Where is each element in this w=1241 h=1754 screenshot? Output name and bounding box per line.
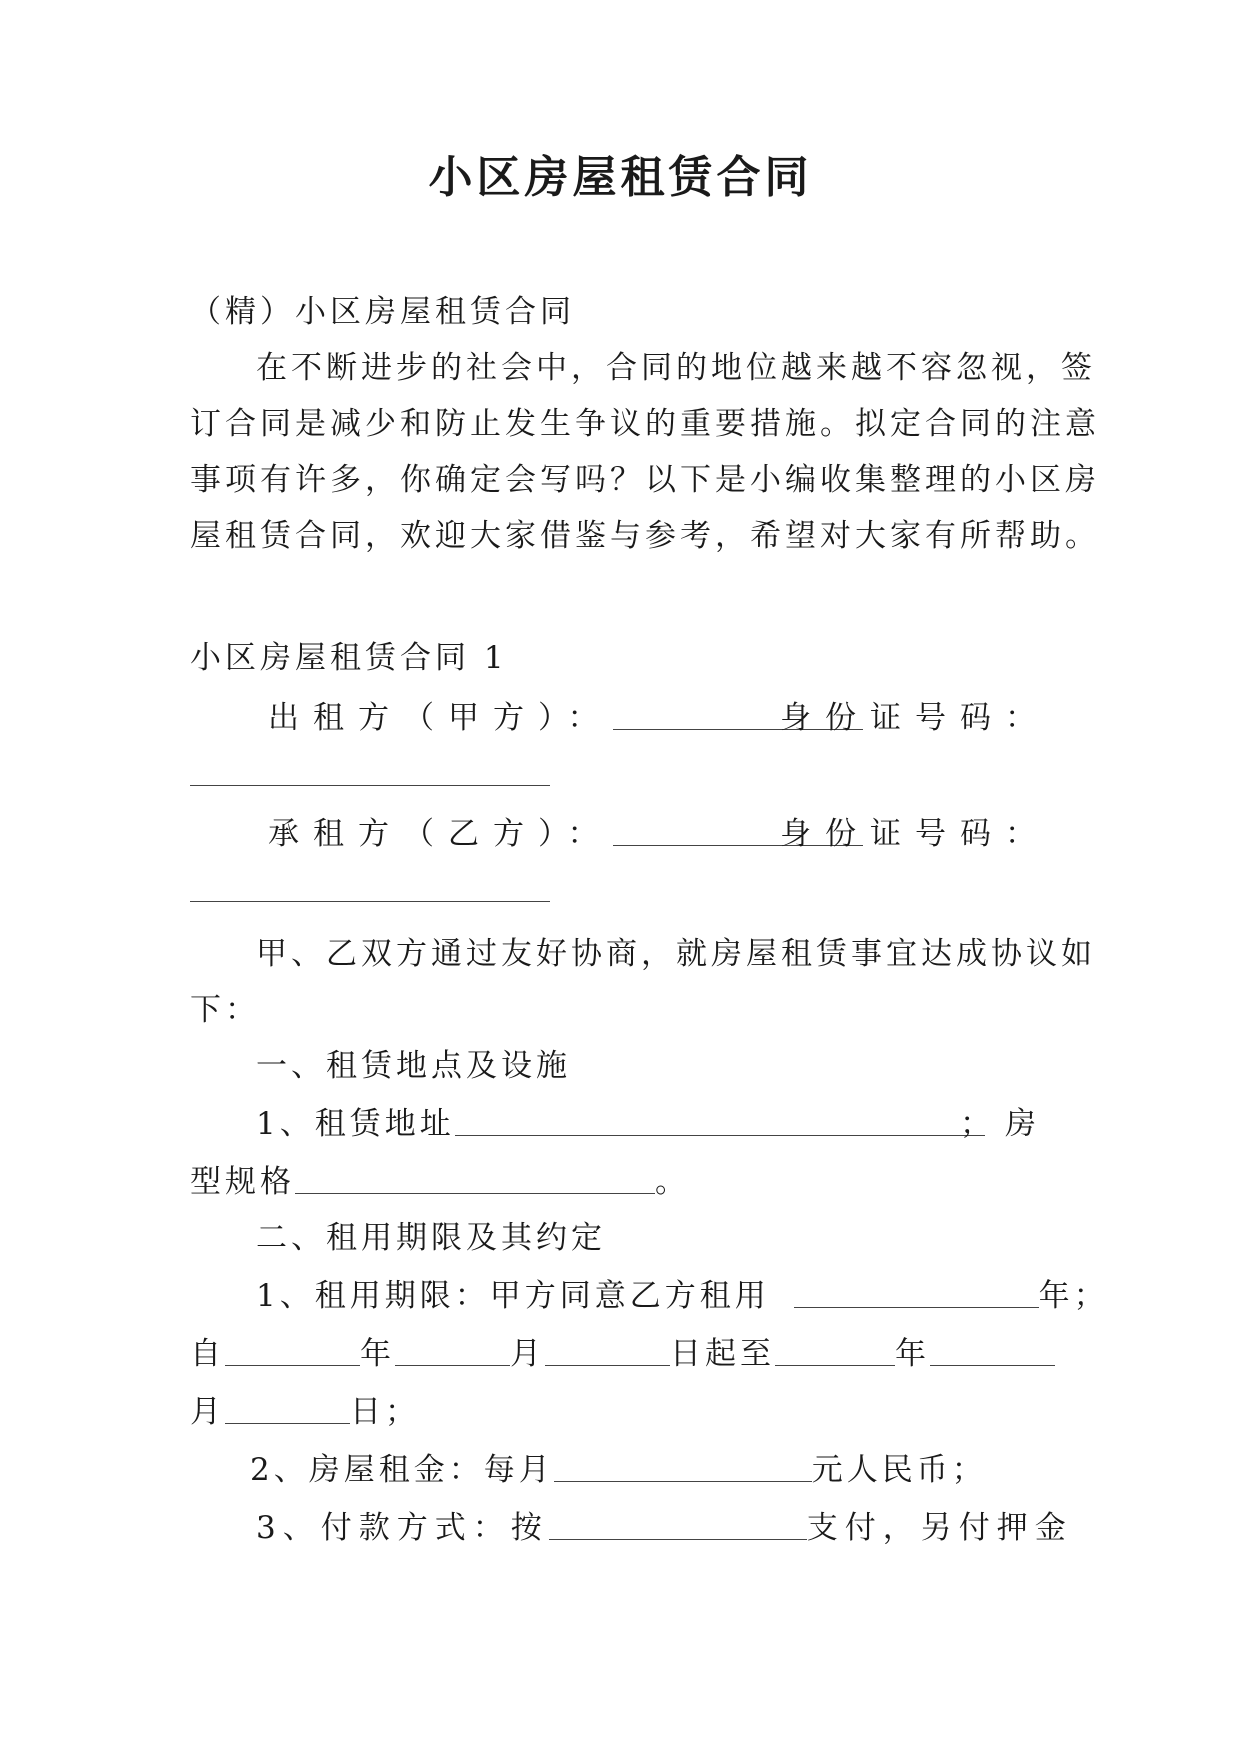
lease-years-blank bbox=[794, 1277, 1039, 1308]
s2-item-1-row bbox=[256, 1274, 1109, 1318]
s2-item-2-end: 元人民币； bbox=[811, 1452, 987, 1488]
s2-item-2-label: 2、房屋租金：每月 bbox=[250, 1452, 554, 1488]
s1-item-1-end: ；房 bbox=[960, 1106, 1050, 1142]
party-b-row bbox=[268, 812, 1050, 856]
s1-item-1-line-2 bbox=[190, 1160, 1050, 1204]
s1-item-1-label: 1、租赁地址 bbox=[256, 1106, 455, 1142]
party-a-row bbox=[268, 696, 1050, 740]
document-subtitle: （精）小区房屋租赁合同 bbox=[190, 294, 575, 330]
payment-method-blank bbox=[549, 1509, 807, 1540]
agreement-line-1: 甲、乙双方通过友好协商，就房屋租赁事宜达成协议如 bbox=[256, 936, 1096, 972]
intro-line-1: 在不断进步的社会中，合同的地位越来越不容忽视，签 bbox=[256, 350, 1096, 386]
agreement-line-2: 下： bbox=[190, 992, 260, 1028]
start-day-blank bbox=[545, 1335, 670, 1366]
s1-item-1-row bbox=[256, 1102, 1050, 1146]
party-b-id-row bbox=[190, 868, 1050, 912]
s2-item-3-end: 支付，另付押金 bbox=[806, 1510, 1073, 1546]
contract-heading: 小区房屋租赁合同 1 bbox=[190, 640, 508, 676]
rental-address-blank bbox=[455, 1105, 985, 1136]
s2-item-1-unit: 年； bbox=[1038, 1278, 1109, 1314]
document-title: 小区房屋租赁合同 bbox=[428, 152, 813, 203]
start-year-blank bbox=[225, 1335, 360, 1366]
date-day-end-label: 日； bbox=[350, 1394, 420, 1430]
party-a-id-row bbox=[190, 752, 1050, 796]
date-start-label: 日起至 bbox=[670, 1336, 775, 1372]
s1-item-1-line2-end: 。 bbox=[655, 1164, 690, 1200]
s2-item-3-label: 3、付款方式：按 bbox=[256, 1510, 549, 1546]
party-b-label: 承租方（乙方）： bbox=[268, 816, 613, 852]
start-month-blank bbox=[395, 1335, 510, 1366]
party-b-id-blank bbox=[190, 871, 550, 902]
intro-line-3: 事项有许多，你确定会写吗？以下是小编收集整理的小区房 bbox=[190, 462, 1100, 498]
s2-item-1-label: 1、租用期限：甲方同意乙方租用 bbox=[256, 1278, 770, 1314]
lease-dates-row bbox=[190, 1332, 1050, 1376]
end-month-blank bbox=[930, 1335, 1055, 1366]
section-2-title: 二、租用期限及其约定 bbox=[256, 1220, 606, 1256]
party-a-label: 出租方（甲方）： bbox=[268, 700, 613, 736]
party-b-id-label: 身份证号码： bbox=[780, 816, 1050, 852]
date-year2-label: 年 bbox=[895, 1336, 930, 1372]
monthly-rent-blank bbox=[554, 1451, 812, 1482]
s2-item-3-row bbox=[256, 1506, 1073, 1550]
date-month-label: 月 bbox=[510, 1336, 545, 1372]
house-type-blank bbox=[295, 1163, 655, 1194]
date-month2-label: 月 bbox=[190, 1394, 225, 1430]
end-year-blank bbox=[775, 1335, 895, 1366]
date-from-label: 自 bbox=[190, 1336, 225, 1372]
s2-item-2-row bbox=[250, 1448, 1110, 1492]
party-a-id-blank bbox=[190, 755, 550, 786]
date-year-label: 年 bbox=[360, 1336, 395, 1372]
s1-item-1-line2-label: 型规格 bbox=[190, 1164, 295, 1200]
end-day-blank bbox=[225, 1393, 350, 1424]
section-1-title: 一、租赁地点及设施 bbox=[256, 1048, 571, 1084]
intro-line-2: 订合同是减少和防止发生争议的重要措施。拟定合同的注意 bbox=[190, 406, 1100, 442]
lease-dates-row-2 bbox=[190, 1390, 1050, 1434]
intro-line-4: 屋租赁合同，欢迎大家借鉴与参考，希望对大家有所帮助。 bbox=[190, 518, 1100, 554]
party-a-id-label: 身份证号码： bbox=[780, 700, 1050, 736]
